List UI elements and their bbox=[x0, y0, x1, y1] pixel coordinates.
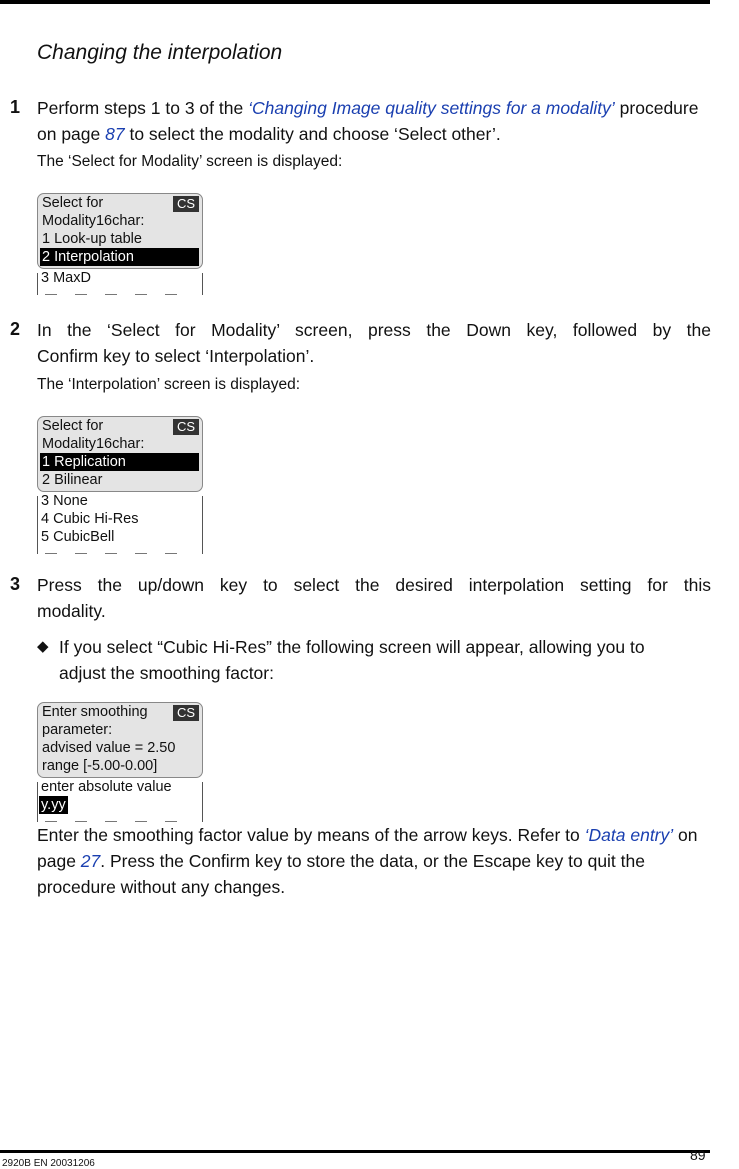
interpolation-screen bbox=[37, 416, 203, 558]
menu-item-look-up-table[interactable]: 1 Look-up table bbox=[42, 231, 142, 247]
link-page-27[interactable]: 27 bbox=[80, 851, 101, 871]
screen-line: enter absolute value bbox=[41, 779, 172, 795]
menu-item-bilinear[interactable]: 2 Bilinear bbox=[42, 472, 103, 488]
page-number: 89 bbox=[690, 1147, 706, 1163]
link-data-entry[interactable]: ‘Data entry’ bbox=[584, 825, 674, 845]
footer-rule bbox=[0, 1150, 710, 1153]
step-2-note: The ‘Interpolation’ screen is displayed: bbox=[37, 376, 301, 393]
step-1-number: 1 bbox=[10, 97, 21, 117]
menu-item-cubicbell[interactable]: 5 CubicBell bbox=[41, 529, 115, 545]
screen-edge bbox=[45, 814, 195, 822]
step-3-line-1: Press the up/down key to select the desired interpolation setting for this bbox=[37, 575, 711, 595]
step-3-bullet bbox=[37, 634, 711, 686]
cs-badge: CS bbox=[173, 705, 199, 721]
screen-line: Select for bbox=[42, 418, 104, 434]
cs-badge: CS bbox=[173, 419, 199, 435]
screen-line: Select for bbox=[42, 195, 104, 211]
link-changing-image-quality[interactable]: ‘Changing Image quality settings for a modality’ bbox=[248, 98, 615, 118]
value-entry-field[interactable]: y.yy bbox=[41, 797, 66, 813]
menu-item-none[interactable]: 3 None bbox=[41, 493, 88, 509]
menu-item-replication[interactable]: 1 Replication bbox=[40, 453, 199, 471]
closing-paragraph: Enter the smoothing factor value by means of the arrow keys. Refer to ‘Data entry’ on page 27. Press the Confirm key to store the data, or the Escape key to quit the procedure without any changes. bbox=[37, 825, 698, 897]
step-3-number: 3 bbox=[10, 574, 21, 594]
screen-line: Enter smoothing bbox=[42, 704, 148, 720]
screen-line: advised value = 2.50 bbox=[42, 740, 176, 756]
document-reference: 2920B EN 20031206 bbox=[2, 1158, 95, 1169]
step-1-text: Perform steps 1 to 3 of the ‘Changing Image quality settings for a modality’ procedure on page 87 to select the modality and choose ‘Select other’. bbox=[37, 98, 699, 144]
step-1-note: The ‘Select for Modality’ screen is displayed: bbox=[37, 153, 343, 170]
cs-badge: CS bbox=[173, 196, 199, 212]
screen-line: range [-5.00-0.00] bbox=[42, 758, 158, 774]
bullet-line-1: If you select “Cubic Hi-Res” the following screen will appear, allowing you to bbox=[59, 637, 645, 657]
bullet-line-2: adjust the smoothing factor: bbox=[59, 663, 274, 683]
menu-item-cubic-hi-res[interactable]: 4 Cubic Hi-Res bbox=[41, 511, 139, 527]
screen-line: parameter: bbox=[42, 722, 113, 738]
screen-line: Modality16char: bbox=[42, 436, 145, 452]
menu-item-interpolation[interactable]: 2 Interpolation bbox=[40, 248, 199, 266]
step-2-number: 2 bbox=[10, 319, 21, 339]
modality-screen bbox=[37, 193, 203, 299]
smoothing-screen bbox=[37, 702, 203, 826]
header-rule bbox=[0, 0, 710, 4]
section-title: Changing the interpolation bbox=[37, 41, 283, 64]
link-page-87[interactable]: 87 bbox=[105, 124, 125, 144]
diamond-bullet-icon: ◆ bbox=[37, 638, 49, 655]
menu-item-maxd[interactable]: 3 MaxD bbox=[41, 270, 91, 286]
screen-line: Modality16char: bbox=[42, 213, 145, 229]
step-3-line-2: modality. bbox=[37, 601, 106, 621]
screen-edge bbox=[45, 287, 195, 295]
screen-edge bbox=[45, 546, 195, 554]
step-2-line-1: In the ‘Select for Modality’ screen, press the Down key, followed by the bbox=[37, 320, 711, 340]
step-2-line-2: Confirm key to select ‘Interpolation’. bbox=[37, 346, 315, 366]
